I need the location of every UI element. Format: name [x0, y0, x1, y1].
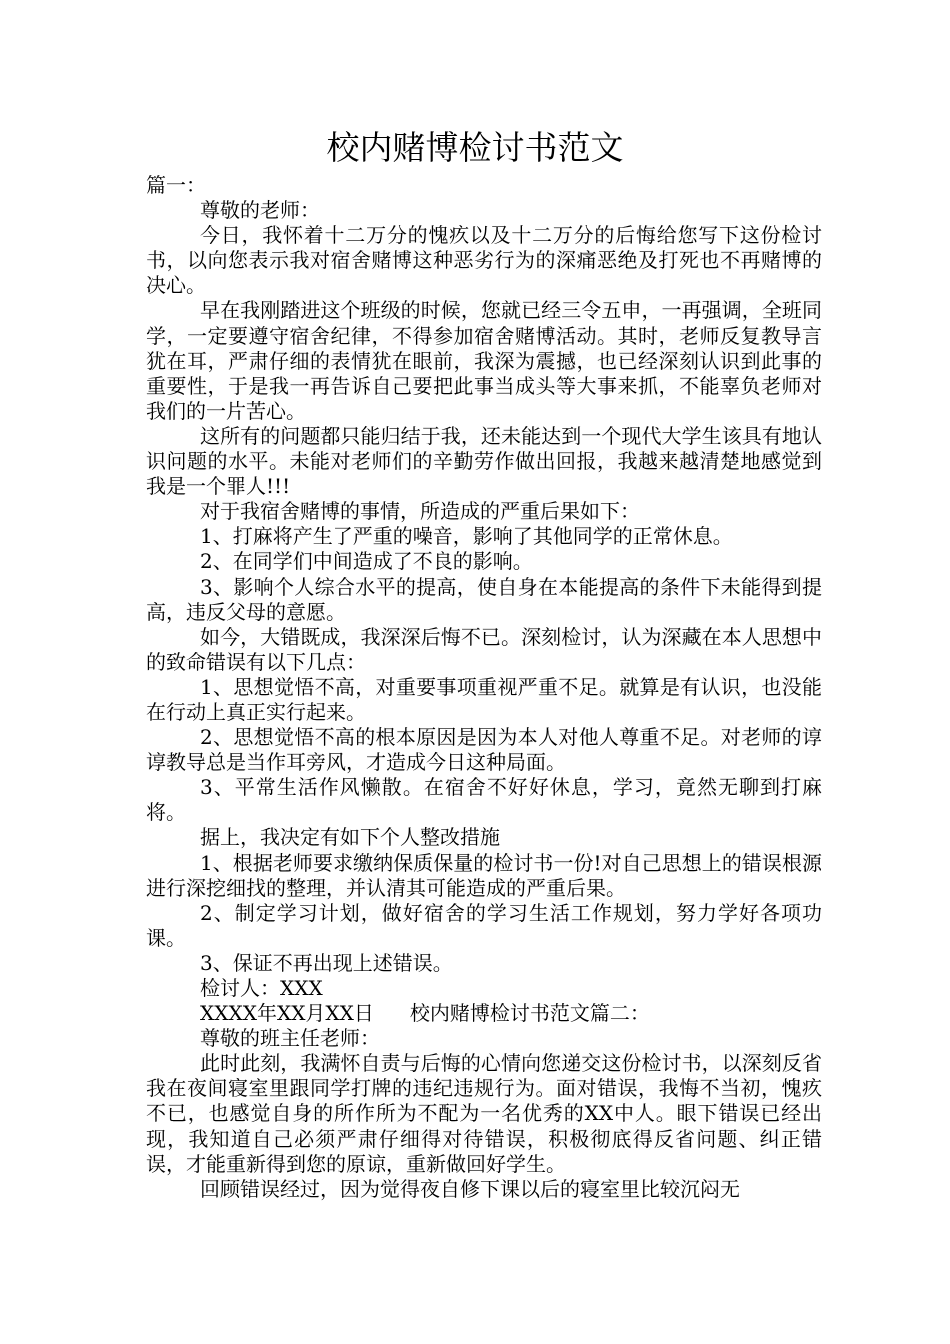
second-section-title: 校内赌博检讨书范文篇二：: [409, 1001, 650, 1026]
list-item: 3、保证不再出现上述错误。: [200, 950, 453, 975]
paragraph: 回顾错误经过，因为觉得夜自修下课以后的寝室里比较沉闷无: [200, 1176, 740, 1201]
paragraph: 此时此刻，我满怀自责与后悔的心情向您递交这份检讨书，以深刻反省我在夜间寝室里跟同学打牌的违纪违规行为。面对错误，我悔不当初，愧疚不已，也感觉自身的所作所为不配为一名优秀的XX中人。眼下错误已经出现，我知道自己必须严肃仔细得对待错误，积极彻底得反省问题、纠正错误，才能重新得到您的原谅，重新做回好学生。: [146, 1051, 822, 1176]
list-item: 3、影响个人综合水平的提高，使自身在本能提高的条件下未能得到提高，违反父母的意愿。: [146, 574, 822, 624]
list-item: 2、思想觉悟不高的根本原因是因为本人对他人尊重不足。对老师的谆谆教导总是当作耳旁风，才造成今日这种局面。: [146, 725, 822, 775]
list-item: 3、平常生活作风懒散。在宿舍不好好休息，学习，竟然无聊到打麻将。: [146, 775, 822, 825]
paragraph: 这所有的问题都只能归结于我，还未能达到一个现代大学生该具有地认识问题的水平。未能对老师们的辛勤劳作做出回报，我越来越清楚地感觉到我是一个罪人!!!: [146, 423, 822, 499]
section-label: 篇一：: [146, 173, 206, 197]
document-body: [146, 173, 822, 1202]
date-line: XXXX年XX月XX日: [200, 1001, 374, 1026]
salutation: 尊敬的班主任老师：: [200, 1026, 380, 1051]
paragraph: 据上，我决定有如下个人整改措施: [200, 825, 500, 850]
paragraph: 早在我刚踏进这个班级的时候，您就已经三令五申，一再强调，全班同学，一定要遵守宿舍纪律，不得参加宿舍赌博活动。其时，老师反复教导言犹在耳，严肃仔细的表情犹在眼前，我深为震撼，也已经深刻认识到此事的重要性，于是我一再告诉自己要把此事当成头等大事来抓，不能辜负老师对我们的一片苦心。: [146, 298, 822, 423]
list-item: 1、思想觉悟不高，对重要事项重视严重不足。就算是有认识，也没能在行动上真正实行起来。: [146, 674, 822, 724]
list-item: 1、根据老师要求缴纳保质保量的检讨书一份!对自己思想上的错误根源进行深挖细找的整理，并认清其可能造成的严重后果。: [146, 850, 822, 900]
document-title: 校内赌博检讨书范文: [326, 128, 624, 167]
paragraph: 如今，大错既成，我深深后悔不已。深刻检讨，认为深藏在本人思想中的致命错误有以下几点：: [146, 624, 822, 674]
signature-line: 检讨人：XXX: [200, 976, 323, 1000]
list-item: 2、在同学们中间造成了不良的影响。: [200, 549, 533, 574]
salutation: 尊敬的老师：: [200, 198, 320, 223]
paragraph: 今日，我怀着十二万分的愧疚以及十二万分的后悔给您写下这份检讨书，以向您表示我对宿舍赌博这种恶劣行为的深痛恶绝及打死也不再赌博的决心。: [146, 223, 822, 298]
date-and-heading-line: [146, 1001, 822, 1026]
paragraph: 对于我宿舍赌博的事情，所造成的严重后果如下：: [200, 499, 640, 524]
list-item: 2、制定学习计划，做好宿舍的学习生活工作规划，努力学好各项功课。: [146, 900, 822, 950]
list-item: 1、打麻将产生了严重的噪音，影响了其他同学的正常休息。: [200, 524, 733, 549]
